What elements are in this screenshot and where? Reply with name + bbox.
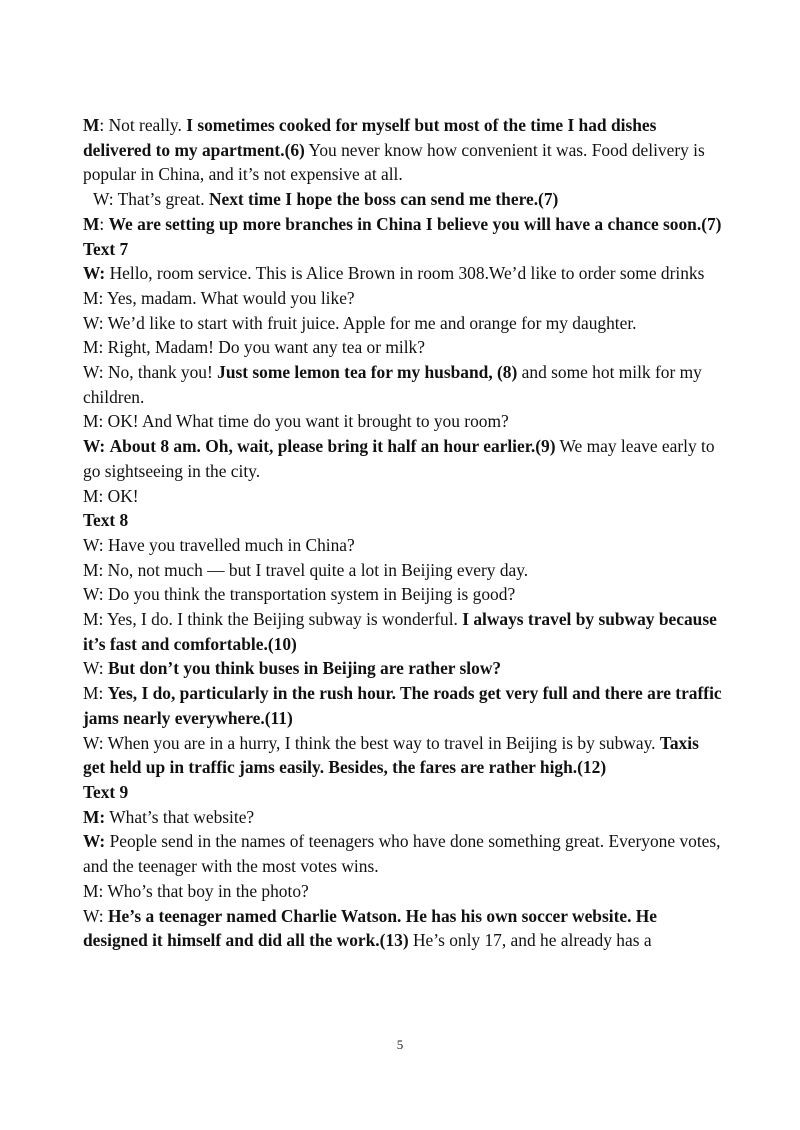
speaker-separator: :: [98, 362, 108, 383]
speaker-separator: :: [98, 337, 108, 358]
speaker-label: M: [83, 287, 99, 308]
dialogue-line: [83, 335, 723, 360]
speaker-separator: :: [99, 115, 109, 135]
speaker-label: W: [83, 534, 99, 555]
dialogue-line: [83, 582, 723, 607]
dialogue-line: [83, 434, 723, 483]
dialogue-text: When you are in a hurry, I think the best way to travel in Beijing is by subway.: [107, 732, 660, 753]
dialogue-line: [83, 212, 723, 237]
speaker-separator: :: [99, 213, 109, 234]
speaker-label: M:: [83, 806, 106, 827]
speaker-label: W: [83, 312, 99, 333]
speaker-separator: :: [98, 485, 108, 506]
dialogue-line: [83, 607, 723, 656]
speaker-label: W: [83, 732, 99, 753]
dialogue-line: [83, 558, 723, 583]
section-heading: Text 9: [83, 781, 129, 802]
speaker-label: W:: [83, 436, 106, 457]
page-number: 5: [396, 1037, 404, 1052]
dialogue-line: [83, 731, 723, 780]
answer-text: I sometimes cooked for myself but most of the time I had dishes delivered to my apartment.(6): [83, 115, 657, 160]
speaker-separator: :: [98, 905, 108, 926]
dialogue-line: [83, 311, 723, 336]
dialogue-text: OK!: [107, 485, 139, 506]
speaker-label: M: [83, 485, 99, 506]
speaker-separator: :: [108, 189, 118, 210]
section-heading: Text 8: [83, 510, 129, 531]
dialogue-text: What’s that website?: [109, 806, 255, 827]
speaker-label: W:: [83, 263, 106, 284]
dialogue-text: No, thank you!: [107, 362, 218, 383]
speaker-label: M: [83, 880, 99, 901]
speaker-label: M: [83, 609, 99, 630]
dialogue-text: Yes, madam. What would you like?: [107, 287, 355, 308]
dialogue-text: Yes, I do. I think the Beijing subway is wonderful.: [107, 609, 463, 630]
speaker-separator: :: [98, 287, 108, 308]
dialogue-text: Right, Madam! Do you want any tea or milk?: [107, 337, 425, 358]
answer-text: About 8 am. Oh, wait, please bring it half an hour earlier.(9): [109, 436, 556, 457]
dialogue-line: [83, 113, 723, 187]
speaker-separator: :: [98, 732, 108, 753]
dialogue-line: [83, 286, 723, 311]
speaker-label: W:: [83, 831, 106, 852]
speaker-separator: :: [98, 683, 108, 704]
answer-text: Taxis get held up in traffic jams easily. Besides, the fares are rather high.(12): [83, 732, 699, 778]
speaker-separator: :: [98, 559, 108, 580]
dialogue-line: [83, 681, 723, 730]
dialogue-text: That’s great.: [117, 189, 209, 210]
dialogue-text: Do you think the transportation system in Beijing is good?: [107, 584, 516, 605]
dialogue-line: [83, 656, 723, 681]
section-heading: Text 7: [83, 238, 129, 259]
answer-text: He’s a teenager named Charlie Watson. He has his own soccer website. He designed it himself and did all the work.(13): [83, 905, 658, 951]
dialogue-line: [83, 484, 723, 509]
dialogue-line: [83, 261, 723, 286]
answer-text: I always travel by subway because it’s fast and comfortable.(10): [83, 609, 717, 654]
dialogue-line: [83, 187, 723, 212]
speaker-separator: :: [98, 534, 108, 555]
dialogue-line: [83, 904, 723, 953]
transcript-body: [83, 113, 723, 953]
dialogue-text: Not really.: [108, 115, 187, 135]
dialogue-text: No, not much — but I travel quite a lot in Beijing every day.: [107, 559, 529, 580]
speaker-separator: :: [98, 658, 108, 679]
speaker-label: W: [93, 189, 109, 210]
speaker-label: W: [83, 658, 99, 679]
speaker-label: W: [83, 584, 99, 605]
dialogue-text: You never know how convenient it was. Food delivery is popular in China, and it’s not expensive at all.: [83, 139, 705, 185]
dialogue-line: [83, 829, 723, 878]
speaker-label: M: [83, 411, 99, 432]
answer-text: We are setting up more branches in China I believe you will have a chance soon.(7): [108, 213, 722, 234]
dialogue-text: Have you travelled much in China?: [107, 534, 355, 555]
dialogue-text: We may leave early to go sightseeing in the city.: [83, 436, 715, 481]
dialogue-text: We’d like to start with fruit juice. Apple for me and orange for my daughter.: [107, 312, 637, 333]
dialogue-line: [83, 805, 723, 830]
dialogue-line: [83, 360, 723, 409]
speaker-label: M: [83, 683, 99, 704]
dialogue-line: [83, 533, 723, 558]
speaker-separator: :: [98, 609, 108, 630]
speaker-label: M: [83, 337, 99, 358]
speaker-separator: :: [98, 880, 108, 901]
dialogue-line: [83, 409, 723, 434]
speaker-label: M: [83, 115, 100, 135]
speaker-separator: :: [98, 312, 108, 333]
speaker-label: M: [83, 213, 100, 234]
answer-text: Just some lemon tea for my husband, (8): [217, 362, 518, 383]
speaker-label: W: [83, 362, 99, 383]
answer-text: But don’t you think buses in Beijing are rather slow?: [107, 658, 502, 679]
dialogue-text: and some hot milk for my children.: [83, 362, 702, 407]
speaker-label: W: [83, 905, 99, 926]
answer-text: Next time I hope the boss can send me there.(7): [208, 189, 559, 210]
dialogue-text: People send in the names of teenagers who have done something great. Everyone votes, and the teenager with the most votes wins.: [83, 831, 721, 877]
dialogue-text: Who’s that boy in the photo?: [107, 880, 309, 901]
dialogue-text: OK! And What time do you want it brought to you room?: [107, 411, 509, 432]
dialogue-text: He’s only 17, and he already has a: [408, 930, 652, 951]
speaker-separator: :: [98, 584, 108, 605]
answer-text: Yes, I do, particularly in the rush hour. The roads get very full and there are traffic jams nearly everywhere.(11): [83, 683, 722, 728]
speaker-label: M: [83, 559, 99, 580]
dialogue-text: Hello, room service. This is Alice Brown in room 308.We’d like to order some drinks: [109, 263, 705, 284]
dialogue-line: [83, 879, 723, 904]
speaker-separator: :: [98, 411, 108, 432]
